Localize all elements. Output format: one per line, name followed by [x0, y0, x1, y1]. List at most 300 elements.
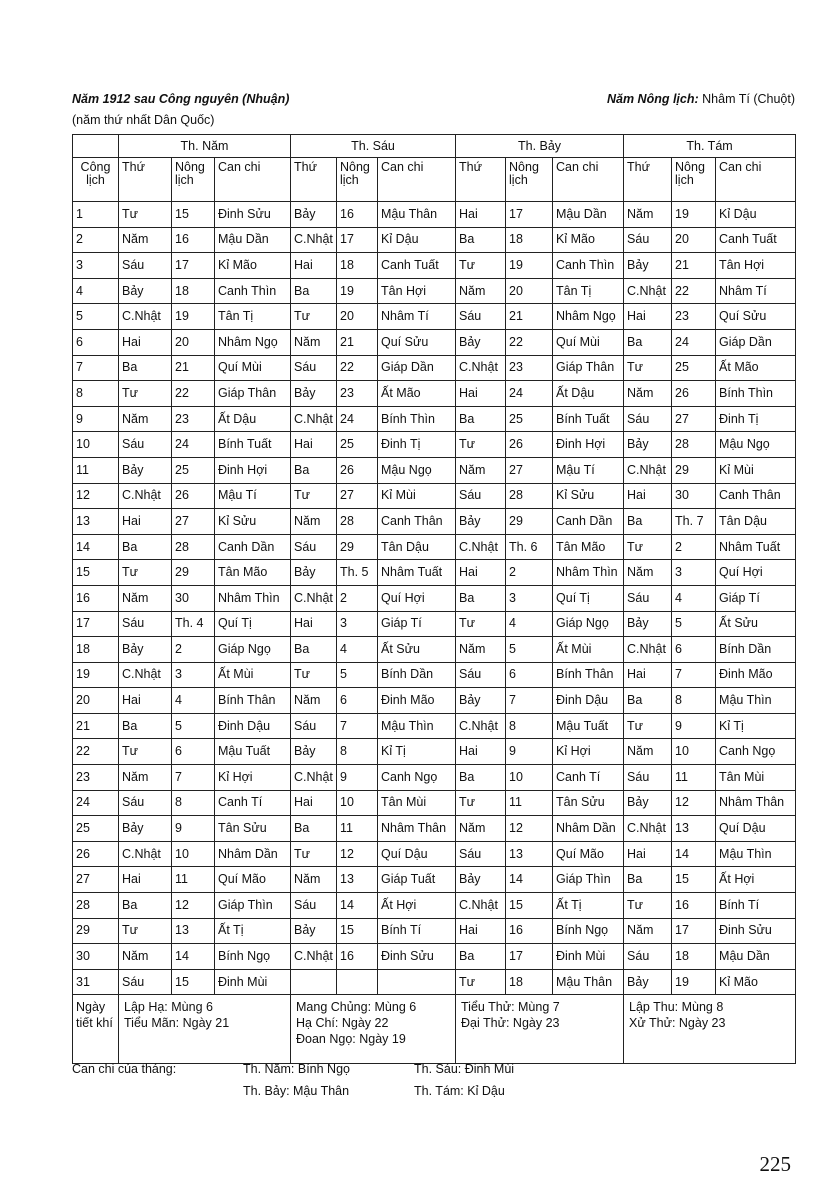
calendar-body — [73, 202, 796, 995]
solar-date-cell: 20 — [73, 688, 119, 714]
table-row — [73, 790, 796, 816]
page-subtitle: (năm thứ nhất Dân Quốc) — [72, 113, 215, 127]
table-cell: 19 — [506, 253, 553, 279]
table-cell: Năm — [119, 406, 172, 432]
solar-date-cell: 3 — [73, 253, 119, 279]
column-header: Can chi — [553, 158, 624, 202]
table-cell: 13 — [172, 918, 215, 944]
table-cell: 3 — [337, 611, 378, 637]
table-cell: Ba — [291, 816, 337, 842]
table-cell: Bính Thân — [215, 688, 291, 714]
table-cell: 12 — [506, 816, 553, 842]
table-cell: 19 — [172, 304, 215, 330]
table-cell: Hai — [119, 867, 172, 893]
table-row — [73, 816, 796, 842]
table-cell: Tư — [119, 381, 172, 407]
table-row — [73, 944, 796, 970]
table-cell: Ba — [624, 329, 672, 355]
page-number: 225 — [759, 1152, 791, 1176]
table-cell: Đinh Mão — [378, 688, 456, 714]
solar-date-cell: 2 — [73, 227, 119, 253]
table-cell: 25 — [172, 457, 215, 483]
column-header: Nông lịch — [672, 158, 716, 202]
column-header: Thứ — [456, 158, 506, 202]
table-cell: Canh Dần — [215, 534, 291, 560]
table-row — [73, 662, 796, 688]
solar-terms-cell — [624, 995, 796, 1064]
table-cell: Năm — [291, 688, 337, 714]
table-cell: Hai — [624, 662, 672, 688]
table-cell: Năm — [119, 765, 172, 791]
table-cell: Bảy — [456, 509, 506, 535]
table-cell: Bính Dần — [378, 662, 456, 688]
table-cell: Canh Thìn — [553, 253, 624, 279]
table-cell: 15 — [172, 969, 215, 995]
table-cell: Bảy — [119, 457, 172, 483]
table-cell: C.Nhật — [119, 662, 172, 688]
table-cell: Giáp Tí — [378, 611, 456, 637]
table-cell: Hai — [119, 509, 172, 535]
table-row — [73, 560, 796, 586]
month-canchi-label: Can chi của tháng: — [72, 1062, 177, 1076]
table-cell: Ba — [119, 713, 172, 739]
table-row — [73, 355, 796, 381]
table-cell: 25 — [506, 406, 553, 432]
table-cell: 11 — [672, 765, 716, 791]
table-cell: 19 — [672, 969, 716, 995]
table-cell: 4 — [337, 637, 378, 663]
table-cell: Mậu Dần — [553, 202, 624, 228]
solar-date-cell: 8 — [73, 381, 119, 407]
table-cell: Hai — [624, 304, 672, 330]
table-cell: Bảy — [119, 816, 172, 842]
table-cell: Ất Hợi — [716, 867, 796, 893]
table-cell: Sáu — [291, 713, 337, 739]
table-cell: Tân Mùi — [716, 765, 796, 791]
table-cell: 25 — [672, 355, 716, 381]
table-cell: C.Nhật — [624, 278, 672, 304]
table-cell: Mậu Tuất — [215, 739, 291, 765]
table-cell: Hai — [456, 739, 506, 765]
table-cell: 15 — [506, 893, 553, 919]
table-row — [73, 509, 796, 535]
table-cell: Bảy — [624, 790, 672, 816]
table-cell: 13 — [672, 816, 716, 842]
table-cell: 9 — [672, 713, 716, 739]
table-cell: Ba — [291, 637, 337, 663]
solar-date-cell: 22 — [73, 739, 119, 765]
solar-date-cell: 21 — [73, 713, 119, 739]
table-cell: Nhâm Tuất — [716, 534, 796, 560]
solar-term: Đoan Ngọ: Ngày 19 — [296, 1032, 406, 1047]
table-cell: Tân Tị — [215, 304, 291, 330]
month-canchi-item: Th. Năm: Bính Ngọ — [243, 1062, 350, 1076]
table-cell: Giáp Thân — [553, 355, 624, 381]
table-row — [73, 304, 796, 330]
table-cell: Giáp Ngọ — [553, 611, 624, 637]
solar-date-cell: 17 — [73, 611, 119, 637]
solar-date-cell: 11 — [73, 457, 119, 483]
table-cell: 14 — [172, 944, 215, 970]
table-cell: Hai — [291, 432, 337, 458]
table-cell: C.Nhật — [456, 713, 506, 739]
table-cell: Hai — [624, 483, 672, 509]
table-cell: 28 — [337, 509, 378, 535]
month-canchi-item: Th. Tám: Kỉ Dậu — [414, 1084, 505, 1098]
table-row — [73, 253, 796, 279]
table-cell: Ba — [624, 867, 672, 893]
table-cell: C.Nhật — [456, 893, 506, 919]
table-cell: 9 — [506, 739, 553, 765]
table-cell: 25 — [337, 432, 378, 458]
solar-term: Lập Thu: Mùng 8 — [629, 1000, 724, 1015]
table-cell: C.Nhật — [119, 304, 172, 330]
table-cell: Kỉ Hợi — [553, 739, 624, 765]
table-cell: Sáu — [456, 304, 506, 330]
table-cell: Bính Ngọ — [215, 944, 291, 970]
table-cell: Hai — [119, 329, 172, 355]
solar-date-cell: 14 — [73, 534, 119, 560]
table-cell: Đinh Dậu — [553, 688, 624, 714]
table-cell — [378, 969, 456, 995]
table-cell: Hai — [456, 560, 506, 586]
table-cell: 10 — [337, 790, 378, 816]
table-cell: 28 — [506, 483, 553, 509]
table-cell: Ất Hợi — [378, 893, 456, 919]
solar-date-cell: 26 — [73, 841, 119, 867]
table-cell: Quí Dậu — [716, 816, 796, 842]
table-cell: Hai — [291, 611, 337, 637]
month-header-row — [73, 135, 796, 158]
lunar-year-label: Năm Nông lịch: — [606, 92, 699, 106]
table-cell: Canh Tuất — [716, 227, 796, 253]
table-cell: Ba — [291, 278, 337, 304]
solar-date-cell: 28 — [73, 893, 119, 919]
column-header: Can chi — [716, 158, 796, 202]
solar-term: Lập Hạ: Mùng 6 — [124, 1000, 213, 1015]
table-cell: Th. 7 — [672, 509, 716, 535]
table-cell: Quí Sửu — [378, 329, 456, 355]
table-cell: Kỉ Mão — [716, 969, 796, 995]
table-cell: Bảy — [624, 969, 672, 995]
table-cell: 26 — [672, 381, 716, 407]
table-cell: Nhâm Thìn — [215, 585, 291, 611]
table-cell: 19 — [672, 202, 716, 228]
solar-date-cell: 19 — [73, 662, 119, 688]
table-cell: Đinh Mão — [716, 662, 796, 688]
table-row — [73, 969, 796, 995]
table-cell: 29 — [506, 509, 553, 535]
table-cell: Th. 6 — [506, 534, 553, 560]
table-row — [73, 841, 796, 867]
table-cell: Hai — [456, 918, 506, 944]
table-cell: Kỉ Mão — [553, 227, 624, 253]
table-cell: 4 — [172, 688, 215, 714]
table-cell: 9 — [337, 765, 378, 791]
table-cell: Sáu — [119, 432, 172, 458]
table-cell: Nhâm Thìn — [553, 560, 624, 586]
table-row — [73, 867, 796, 893]
table-cell: Sáu — [624, 406, 672, 432]
table-cell: 18 — [672, 944, 716, 970]
table-cell: Th. 4 — [172, 611, 215, 637]
table-cell: Kỉ Hợi — [215, 765, 291, 791]
table-cell: Nhâm Dần — [553, 816, 624, 842]
table-cell: 15 — [672, 867, 716, 893]
table-cell: Quí Hợi — [716, 560, 796, 586]
table-cell: Giáp Dần — [378, 355, 456, 381]
month-header: Th. Bảy — [456, 135, 624, 158]
table-cell: 30 — [672, 483, 716, 509]
table-cell: Năm — [624, 381, 672, 407]
table-cell: 6 — [672, 637, 716, 663]
table-cell: Năm — [456, 457, 506, 483]
table-cell: Canh Dần — [553, 509, 624, 535]
table-cell: 28 — [172, 534, 215, 560]
table-cell: 7 — [337, 713, 378, 739]
table-cell: Canh Tí — [215, 790, 291, 816]
table-cell: 17 — [506, 202, 553, 228]
table-cell: Giáp Dần — [716, 329, 796, 355]
table-cell: 13 — [506, 841, 553, 867]
table-cell: Bảy — [624, 611, 672, 637]
table-cell: 21 — [337, 329, 378, 355]
calendar-table — [72, 134, 796, 1064]
table-cell: Ất Dậu — [553, 381, 624, 407]
table-cell: C.Nhật — [119, 483, 172, 509]
table-cell: 11 — [506, 790, 553, 816]
table-cell: 24 — [672, 329, 716, 355]
table-cell: Bính Thìn — [716, 381, 796, 407]
table-cell: Giáp Thân — [215, 381, 291, 407]
table-cell: Ất Mão — [716, 355, 796, 381]
table-cell: C.Nhật — [291, 227, 337, 253]
table-cell: 14 — [506, 867, 553, 893]
table-row — [73, 329, 796, 355]
table-cell: 18 — [337, 253, 378, 279]
table-cell: Ba — [456, 944, 506, 970]
table-cell: Sáu — [624, 765, 672, 791]
table-row — [73, 432, 796, 458]
table-row — [73, 713, 796, 739]
table-row — [73, 227, 796, 253]
table-cell: 13 — [337, 867, 378, 893]
table-cell: Tân Sửu — [553, 790, 624, 816]
corner-cell — [73, 135, 119, 158]
table-cell: Đinh Sửu — [378, 944, 456, 970]
table-cell: C.Nhật — [291, 765, 337, 791]
solar-date-cell: 18 — [73, 637, 119, 663]
month-canchi-item: Th. Bảy: Mậu Thân — [243, 1084, 350, 1098]
table-cell: Tư — [291, 483, 337, 509]
table-cell: Ba — [119, 355, 172, 381]
table-cell: Giáp Thìn — [215, 893, 291, 919]
table-cell: 20 — [672, 227, 716, 253]
table-cell: Tân Sửu — [215, 816, 291, 842]
table-cell: 27 — [506, 457, 553, 483]
table-cell: C.Nhật — [624, 816, 672, 842]
table-cell: Bảy — [456, 867, 506, 893]
solar-date-cell: 27 — [73, 867, 119, 893]
table-cell: Nhâm Thân — [378, 816, 456, 842]
table-cell: Tân Mão — [553, 534, 624, 560]
table-cell: Sáu — [456, 841, 506, 867]
table-cell: Tư — [119, 918, 172, 944]
solar-date-cell: 5 — [73, 304, 119, 330]
table-cell: 8 — [672, 688, 716, 714]
table-cell: 8 — [172, 790, 215, 816]
table-cell: 3 — [506, 585, 553, 611]
table-cell: Ất Mão — [378, 381, 456, 407]
solar-date-cell: 31 — [73, 969, 119, 995]
table-cell: Kỉ Mùi — [716, 457, 796, 483]
solar-date-header: Công lịch — [73, 158, 119, 202]
solar-date-cell: 10 — [73, 432, 119, 458]
solar-term: Tiểu Mãn: Ngày 21 — [124, 1016, 230, 1031]
table-cell: Mậu Thân — [378, 202, 456, 228]
table-cell: Tư — [624, 893, 672, 919]
table-cell: Đinh Sửu — [716, 918, 796, 944]
table-cell: Bảy — [291, 918, 337, 944]
table-cell: Canh Thân — [716, 483, 796, 509]
table-cell: Sáu — [119, 611, 172, 637]
table-cell: Giáp Thìn — [553, 867, 624, 893]
table-cell: 5 — [506, 637, 553, 663]
table-cell: Tư — [456, 611, 506, 637]
column-header: Can chi — [378, 158, 456, 202]
table-cell: Giáp Tuất — [378, 867, 456, 893]
table-cell: 11 — [337, 816, 378, 842]
table-cell: 2 — [506, 560, 553, 586]
table-cell — [291, 969, 337, 995]
table-cell: Kỉ Mùi — [378, 483, 456, 509]
table-cell: Năm — [456, 637, 506, 663]
solar-date-cell: 23 — [73, 765, 119, 791]
table-cell: Đinh Hợi — [215, 457, 291, 483]
table-cell: Tân Dậu — [378, 534, 456, 560]
table-cell: Canh Thìn — [215, 278, 291, 304]
table-cell: Tư — [456, 432, 506, 458]
table-cell: 29 — [172, 560, 215, 586]
table-cell: 17 — [172, 253, 215, 279]
table-cell: Quí Mùi — [553, 329, 624, 355]
table-cell: Canh Tuất — [378, 253, 456, 279]
page-title: Năm 1912 sau Công nguyên (Nhuận) — [72, 92, 290, 106]
table-cell: Bính Ngọ — [553, 918, 624, 944]
table-cell: Canh Thân — [378, 509, 456, 535]
table-cell: Tư — [456, 790, 506, 816]
table-cell: Hai — [456, 381, 506, 407]
solar-terms-cell — [291, 995, 456, 1064]
table-row — [73, 278, 796, 304]
column-header: Can chi — [215, 158, 291, 202]
table-cell: 26 — [506, 432, 553, 458]
table-cell: Năm — [456, 816, 506, 842]
table-cell: 8 — [337, 739, 378, 765]
table-cell: Tư — [119, 739, 172, 765]
table-cell: 29 — [672, 457, 716, 483]
table-cell: C.Nhật — [119, 841, 172, 867]
table-cell: Kỉ Dậu — [716, 202, 796, 228]
table-cell: Mậu Ngọ — [716, 432, 796, 458]
table-row — [73, 637, 796, 663]
table-cell: C.Nhật — [456, 355, 506, 381]
table-cell: 2 — [172, 637, 215, 663]
table-cell: 6 — [337, 688, 378, 714]
table-cell: Nhâm Thân — [716, 790, 796, 816]
table-cell: 18 — [172, 278, 215, 304]
table-cell: Sáu — [624, 585, 672, 611]
table-cell: Quí Tị — [215, 611, 291, 637]
table-cell: Đinh Hợi — [553, 432, 624, 458]
table-cell: Quí Hợi — [378, 585, 456, 611]
table-row — [73, 688, 796, 714]
table-cell: Ba — [291, 457, 337, 483]
table-cell: Quí Mùi — [215, 355, 291, 381]
table-cell: Ất Dậu — [215, 406, 291, 432]
table-cell: Ba — [119, 534, 172, 560]
month-header: Th. Năm — [119, 135, 291, 158]
table-cell: Đinh Tị — [378, 432, 456, 458]
table-cell: Kỉ Sửu — [215, 509, 291, 535]
table-row — [73, 918, 796, 944]
table-cell: Bảy — [624, 253, 672, 279]
table-cell: Giáp Tí — [716, 585, 796, 611]
table-cell: Ba — [456, 227, 506, 253]
table-cell: Tư — [456, 253, 506, 279]
table-cell: 3 — [172, 662, 215, 688]
table-cell: 2 — [337, 585, 378, 611]
month-canchi-col1 — [243, 1058, 350, 1102]
table-cell: 24 — [506, 381, 553, 407]
table-row — [73, 406, 796, 432]
table-cell: 21 — [506, 304, 553, 330]
table-cell: Tân Tị — [553, 278, 624, 304]
table-cell: Hai — [456, 202, 506, 228]
table-cell: Sáu — [119, 253, 172, 279]
table-row — [73, 893, 796, 919]
table-cell: 16 — [337, 944, 378, 970]
solar-date-cell: 6 — [73, 329, 119, 355]
table-cell: Bảy — [119, 278, 172, 304]
table-cell: Tư — [624, 355, 672, 381]
table-cell: 17 — [506, 944, 553, 970]
table-cell: Quí Mão — [215, 867, 291, 893]
table-cell: 12 — [172, 893, 215, 919]
table-cell: 18 — [506, 227, 553, 253]
table-cell: Hai — [119, 688, 172, 714]
table-cell: Ba — [624, 688, 672, 714]
table-cell: 22 — [506, 329, 553, 355]
solar-terms-cell — [119, 995, 291, 1064]
solar-term: Mang Chủng: Mùng 6 — [296, 1000, 417, 1015]
table-cell: C.Nhật — [291, 585, 337, 611]
solar-date-cell: 24 — [73, 790, 119, 816]
table-cell: Mậu Thìn — [716, 688, 796, 714]
table-cell: Sáu — [291, 355, 337, 381]
table-cell: 10 — [506, 765, 553, 791]
table-cell: 3 — [672, 560, 716, 586]
table-cell: Mậu Thân — [553, 969, 624, 995]
table-cell: 5 — [172, 713, 215, 739]
table-cell: Năm — [624, 202, 672, 228]
table-cell: Quí Mão — [553, 841, 624, 867]
table-row — [73, 765, 796, 791]
column-header: Thứ — [291, 158, 337, 202]
table-cell: Sáu — [119, 790, 172, 816]
table-cell: Đinh Dậu — [215, 713, 291, 739]
table-cell: Bảy — [291, 381, 337, 407]
